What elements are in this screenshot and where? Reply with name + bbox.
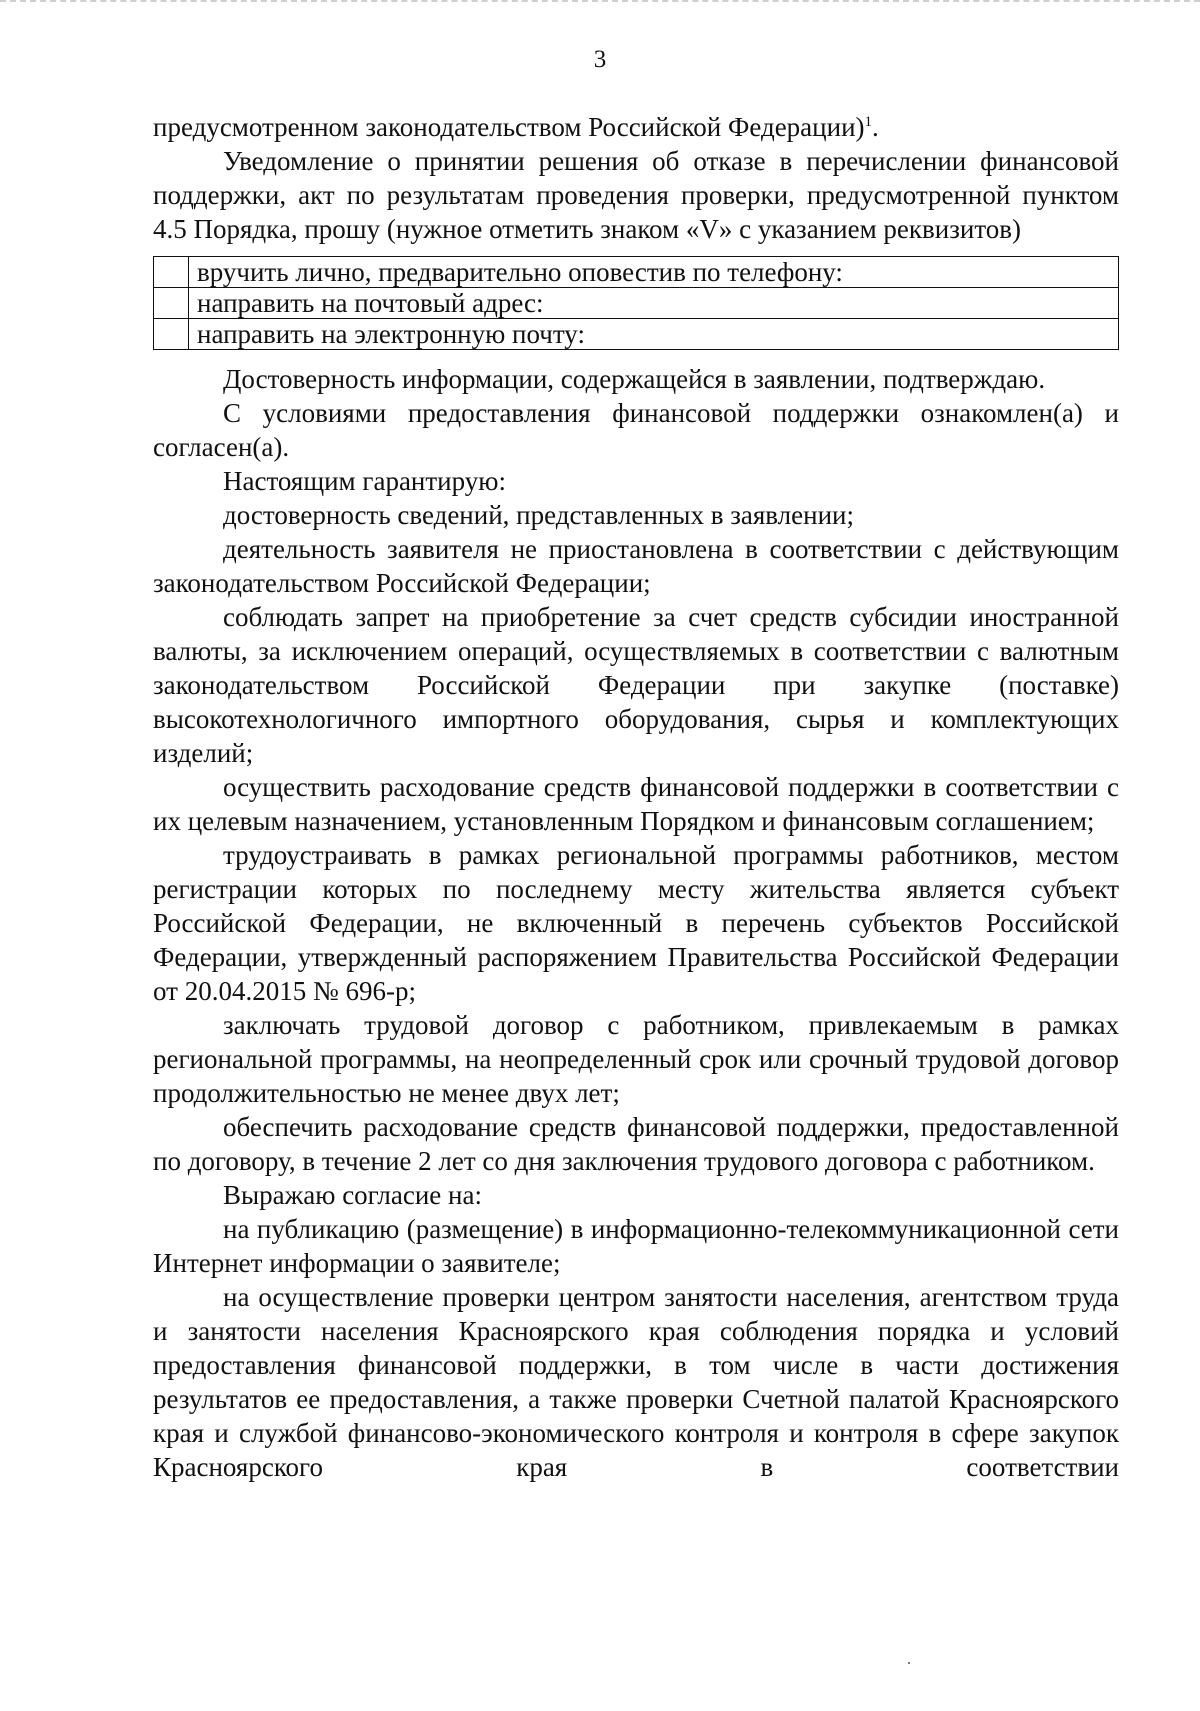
option-label: направить на электронную почту: [189, 319, 1119, 350]
document-body [153, 110, 1119, 1484]
delivery-options-table [153, 256, 1119, 350]
option-checkbox-cell[interactable] [154, 288, 189, 319]
paragraph-guarantee-item: трудоустраивать в рамках региональной программы работников, местом регистрации которых по последнему месту жительства является субъект Российской Федерации, не включенный в перечень субъектов Российской Федерации, утвержденный распоряжением Правительства Российской Федерации от 20.04.2015 № 696-р; [153, 840, 1119, 1006]
paragraph-guarantee-item: достоверность сведений, представленных в заявлении; [223, 500, 854, 530]
page-number: 3 [593, 46, 607, 73]
paragraph-text: предусмотренном законодательством Российской Федерации) [153, 112, 865, 142]
paragraph-consent-item: на осуществление проверки центром занятости населения, агентством труда и занятости населения Красноярского края соблюдения порядка и условий предоставления финансовой поддержки, в том числе в части достижения результатов ее предоставления, а также проверки Счетной палатой Красноярского края и службой финансово-экономического контроля и контроля в сфере закупок Красноярского края в соответствии [153, 1282, 1119, 1482]
paragraph-notification-request: Уведомление о принятии решения об отказе в перечислении финансовой поддержки, акт по результатам проведения проверки, предусмотренной пунктом 4.5 Порядка, прошу (нужное отметить знаком «V» с указанием реквизитов) [153, 146, 1119, 244]
paragraph-guarantee-item: деятельность заявителя не приостановлена в соответствии с действующим законодательством Российской Федерации; [153, 534, 1119, 598]
option-label: направить на почтовый адрес: [189, 288, 1119, 319]
scan-speck [908, 1662, 910, 1664]
table-row [154, 257, 1119, 288]
paragraph-guarantee-item: заключать трудовой договор с работником, привлекаемым в рамках региональной программы, на неопределенный срок или срочный трудовой договор продолжительностью не менее двух лет; [153, 1010, 1119, 1108]
paragraph-guarantee-heading: Настоящим гарантирую: [223, 466, 506, 496]
paragraph-guarantee-item: соблюдать запрет на приобретение за счет средств субсидии иностранной валюты, за исключением операций, осуществляемых в соответствии с валютным законодательством Российской Федерации при закупке (поставке) высокотехнологичного импортного оборудования, сырья и комплектующих изделий; [153, 602, 1119, 768]
paragraph-confirmation: Достоверность информации, содержащейся в заявлении, подтверждаю. [223, 364, 1046, 394]
table-row [154, 288, 1119, 319]
paragraph-text-end: . [872, 112, 879, 142]
paragraph-conditions: С условиями предоставления финансовой поддержки ознакомлен(а) и согласен(а). [153, 398, 1119, 462]
paragraph-consent-heading: Выражаю согласие на: [223, 1180, 482, 1210]
option-label: вручить лично, предварительно оповестив по телефону: [189, 257, 1119, 288]
table-row [154, 319, 1119, 350]
page-top-edge [0, 0, 1200, 3]
paragraph-consent-item: на публикацию (размещение) в информационно-телекоммуникационной сети Интернет информации о заявителе; [153, 1214, 1119, 1278]
paragraph-guarantee-item: осуществить расходование средств финансовой поддержки в соответствии с их целевым назначением, установленным Порядком и финансовым соглашением; [153, 772, 1119, 836]
option-checkbox-cell[interactable] [154, 319, 189, 350]
option-checkbox-cell[interactable] [154, 257, 189, 288]
paragraph-continuation [153, 110, 1119, 144]
footnote-marker: 1 [864, 114, 873, 130]
paragraph-guarantee-item: обеспечить расходование средств финансовой поддержки, предоставленной по договору, в течение 2 лет со дня заключения трудового договора с работником. [153, 1112, 1119, 1176]
